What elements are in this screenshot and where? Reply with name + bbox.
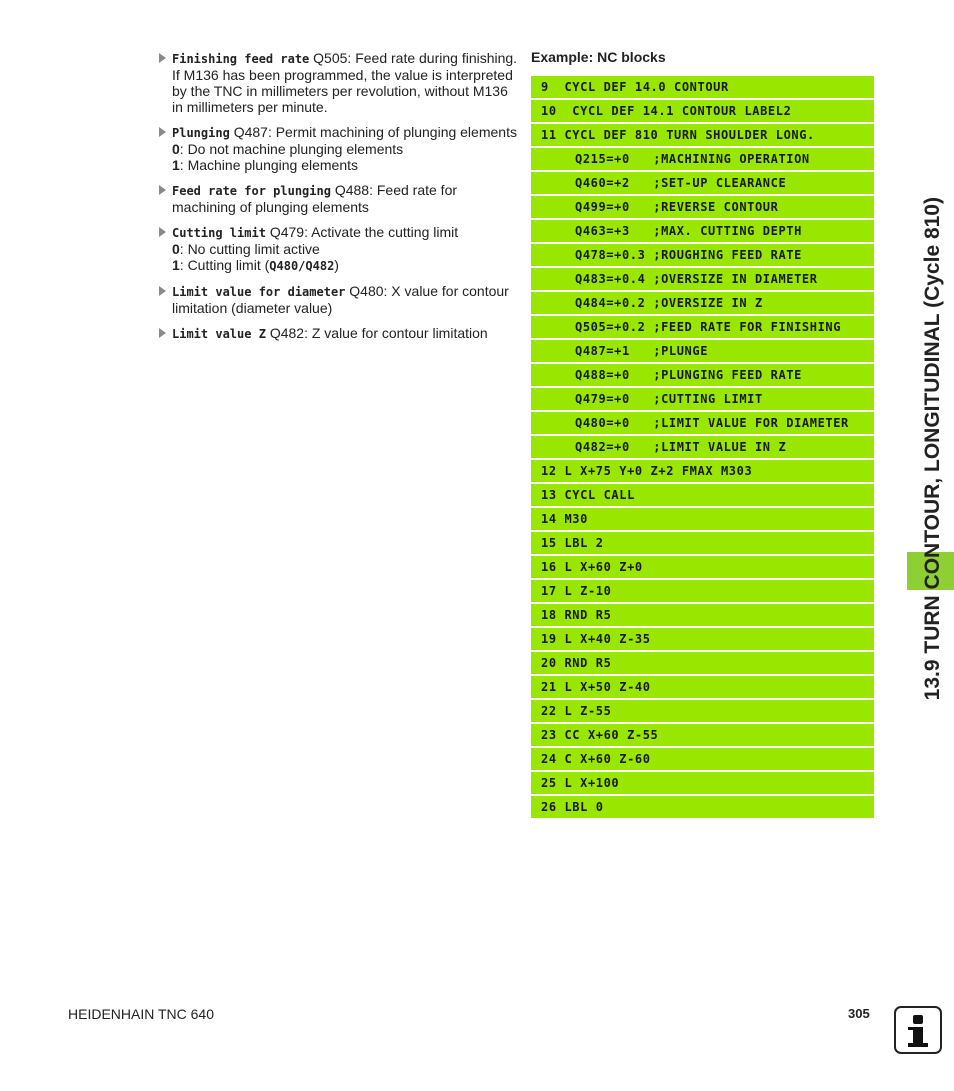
param-option	[172, 141, 518, 157]
param-cutting-limit	[158, 224, 518, 274]
param-name: Plunging	[172, 126, 230, 140]
option-text: : Do not machine plunging elements	[179, 141, 404, 157]
nc-block-row: Q499=+0 ;REVERSE CONTOUR	[531, 196, 874, 218]
param-desc: : Feed rate for machining of plunging elements	[172, 182, 458, 215]
param-name: Limit value for diameter	[172, 285, 346, 299]
param-option	[172, 257, 518, 274]
param-desc: : Permit machining of plunging elements	[267, 124, 517, 140]
param-finishing-feed-rate	[158, 50, 518, 115]
triangle-bullet-icon	[159, 227, 166, 237]
option-mono: Q480/Q482	[269, 259, 335, 273]
param-code: Q488	[334, 182, 370, 198]
nc-block-row: Q482=+0 ;LIMIT VALUE IN Z	[531, 436, 874, 458]
nc-block-row: 12 L X+75 Y+0 Z+2 FMAX M303	[531, 460, 874, 482]
nc-block-row: 25 L X+100	[531, 772, 874, 794]
param-feed-rate-for-plunging	[158, 182, 518, 215]
nc-block-row: 11 CYCL DEF 810 TURN SHOULDER LONG.	[531, 124, 874, 146]
page-number: 305	[848, 1006, 870, 1021]
option-text: : Cutting limit (	[179, 257, 270, 273]
param-code: Q479	[269, 224, 305, 240]
triangle-bullet-icon	[159, 53, 166, 63]
param-desc: : Activate the cutting limit	[304, 224, 459, 240]
param-name: Feed rate for plunging	[172, 184, 331, 198]
nc-block-row: 15 LBL 2	[531, 532, 874, 554]
param-desc: : Feed rate during finishing. If M136 has been programmed, the value is interpreted by the TNC in millimeters per revolution, without M136 in millimeters per minute.	[172, 50, 518, 115]
option-value: 0	[172, 141, 180, 157]
option-text-after: )	[334, 257, 339, 273]
triangle-bullet-icon	[159, 328, 166, 338]
nc-block-row: 22 L Z-55	[531, 700, 874, 722]
nc-block-row: Q483=+0.4 ;OVERSIZE IN DIAMETER	[531, 268, 874, 290]
option-value: 1	[172, 257, 180, 273]
param-plunging	[158, 124, 518, 173]
triangle-bullet-icon	[159, 127, 166, 137]
param-name: Finishing feed rate	[172, 52, 310, 66]
nc-block-row: Q479=+0 ;CUTTING LIMIT	[531, 388, 874, 410]
chapter-title-text: 13.9 TURN CONTOUR, LONGITUDINAL (Cycle 810)	[921, 196, 944, 700]
param-code: Q505	[313, 50, 348, 66]
param-name: Cutting limit	[172, 226, 266, 240]
triangle-bullet-icon	[159, 185, 166, 195]
nc-block-row: 13 CYCL CALL	[531, 484, 874, 506]
nc-block-row: Q484=+0.2 ;OVERSIZE IN Z	[531, 292, 874, 314]
nc-block-row: 24 C X+60 Z-60	[531, 748, 874, 770]
param-code: Q482	[269, 325, 305, 341]
info-icon	[894, 1006, 942, 1054]
param-desc: : Z value for contour limitation	[304, 325, 488, 341]
option-text: : Machine plunging elements	[179, 157, 359, 173]
nc-block-row: Q463=+3 ;MAX. CUTTING DEPTH	[531, 220, 874, 242]
param-name: Limit value Z	[172, 327, 266, 341]
nc-block-row: Q487=+1 ;PLUNGE	[531, 340, 874, 362]
chapter-title	[918, 60, 948, 700]
nc-block-row: 14 M30	[531, 508, 874, 530]
option-text: : No cutting limit active	[179, 241, 320, 257]
nc-block-list	[531, 76, 874, 820]
param-option	[172, 157, 518, 173]
option-value: 0	[172, 241, 180, 257]
param-code: Q487	[233, 124, 268, 140]
param-code: Q480	[349, 283, 384, 299]
option-value: 1	[172, 157, 180, 173]
triangle-bullet-icon	[159, 286, 166, 296]
nc-block-row: 16 L X+60 Z+0	[531, 556, 874, 578]
nc-block-row: Q478=+0.3 ;ROUGHING FEED RATE	[531, 244, 874, 266]
nc-block-row: Q460=+2 ;SET-UP CLEARANCE	[531, 172, 874, 194]
nc-block-row: 26 LBL 0	[531, 796, 874, 818]
param-desc: : X value for contour limitation (diameter value)	[172, 283, 509, 316]
nc-block-row: 23 CC X+60 Z-55	[531, 724, 874, 746]
nc-block-row: Q480=+0 ;LIMIT VALUE FOR DIAMETER	[531, 412, 874, 434]
nc-block-row: 20 RND R5	[531, 652, 874, 674]
nc-block-row: Q215=+0 ;MACHINING OPERATION	[531, 148, 874, 170]
param-limit-value-diameter	[158, 283, 518, 316]
nc-block-row: 19 L X+40 Z-35	[531, 628, 874, 650]
nc-block-row: 9 CYCL DEF 14.0 CONTOUR	[531, 76, 874, 98]
footer-manual-name: HEIDENHAIN TNC 640	[68, 1006, 215, 1022]
nc-block-row: 17 L Z-10	[531, 580, 874, 602]
param-limit-value-z	[158, 325, 518, 342]
nc-block-row: 10 CYCL DEF 14.1 CONTOUR LABEL2	[531, 100, 874, 122]
nc-block-row: Q505=+0.2 ;FEED RATE FOR FINISHING	[531, 316, 874, 338]
param-option	[172, 241, 518, 257]
example-title: Example: NC blocks	[531, 49, 666, 65]
nc-block-row: 18 RND R5	[531, 604, 874, 626]
parameter-list	[158, 50, 518, 351]
nc-block-row: Q488=+0 ;PLUNGING FEED RATE	[531, 364, 874, 386]
nc-block-row: 21 L X+50 Z-40	[531, 676, 874, 698]
